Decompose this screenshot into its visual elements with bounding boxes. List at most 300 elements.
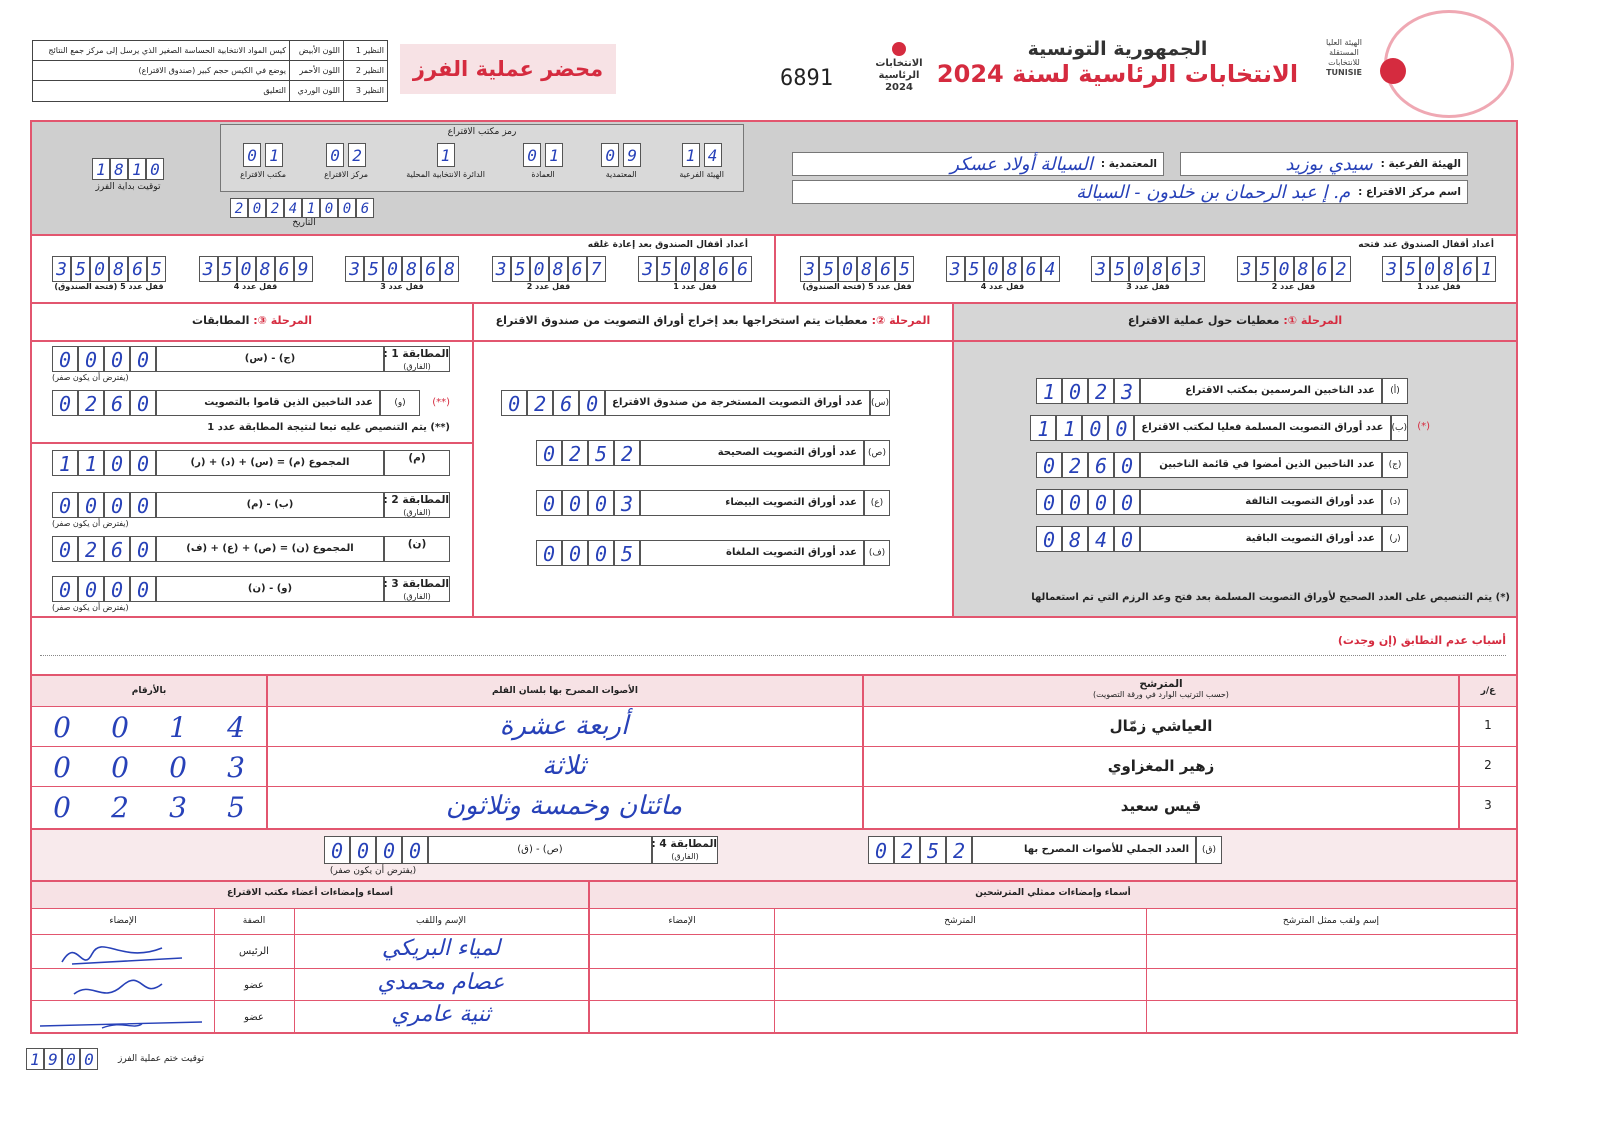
candidates-table [30, 674, 1518, 830]
digit-cell: 0 [1062, 489, 1088, 515]
stage3-value [52, 536, 156, 562]
election-title: الانتخابات الرئاسية لسنة 2024 [936, 60, 1299, 88]
code-field [601, 143, 641, 179]
doc-title: محضر عملية الفرز [412, 57, 604, 81]
digit-cell: 1 [92, 158, 110, 180]
code-field-digits [679, 143, 724, 167]
digit-cell: 0 [579, 390, 605, 416]
reps-h-candidate: المترشح [944, 916, 976, 926]
stage3-code-sub: (الفارق) [403, 362, 431, 371]
sub-authority-field [1180, 152, 1468, 176]
lock-field [800, 256, 914, 291]
digit-cell: 5 [1401, 256, 1420, 282]
copy-row [33, 41, 387, 61]
row-label: عدد أوراق التصويت البيضاء [640, 490, 864, 516]
digit-cell: 0 [104, 576, 130, 602]
voters-row [52, 390, 450, 416]
lock-field [1237, 256, 1351, 291]
row-value [1030, 415, 1134, 441]
stage3-value [52, 576, 156, 602]
digit-cell: 4 [1041, 256, 1060, 282]
digit-cell: 1 [169, 711, 187, 744]
stage3-code [384, 346, 450, 372]
candidate-num: 2 [1484, 758, 1492, 772]
digit-cell: 5 [657, 256, 676, 282]
stage3-code [384, 576, 450, 602]
code-field-label: الهيئة الفرعية [679, 170, 724, 179]
digit-cell: 0 [78, 346, 104, 372]
lock-field [946, 256, 1060, 291]
digit-cell: 0 [53, 791, 71, 824]
total-code: (ق) [1196, 836, 1222, 864]
code-field-digits [324, 143, 368, 167]
digit-cell: 3 [800, 256, 819, 282]
digit-cell: 4 [1088, 526, 1114, 552]
digit-cell: 2 [78, 536, 104, 562]
digit-cell: 0 [1114, 452, 1140, 478]
stage3-code-text: المطابقة 2 : [383, 494, 449, 506]
board-h-name: الإسم واللقب [416, 916, 466, 926]
stage3-value [52, 450, 156, 476]
digit-cell: 0 [104, 346, 130, 372]
digit-cell: 3 [492, 256, 511, 282]
board-h-role: الصفة [242, 916, 266, 926]
doc-title-box [400, 44, 616, 94]
digit-cell: 5 [364, 256, 383, 282]
digit-cell: 8 [109, 256, 128, 282]
digit-cell: 3 [946, 256, 965, 282]
lock-label: قفل عدد 5 (فتحة الصندوق) [54, 282, 164, 291]
digit-cell: 2 [348, 143, 366, 167]
lock-label: قفل عدد 1 [1417, 282, 1461, 291]
stage3-row [52, 576, 450, 612]
digit-cell: 8 [695, 256, 714, 282]
start-time-label: توقيت بداية الفرز [95, 182, 161, 192]
code-field [240, 143, 286, 179]
digit-cell: 7 [587, 256, 606, 282]
stage3-formula: المجموع (ن) = (ص) + (ع) + (ف) [156, 536, 384, 562]
digit-cell: 1 [682, 143, 700, 167]
stage2-phase: المرحلة ②: [871, 314, 931, 327]
signatures-table [30, 880, 1518, 1034]
digit-cell: 0 [130, 450, 156, 476]
digit-cell: 6 [104, 536, 130, 562]
digit-cell: 6 [1313, 256, 1332, 282]
lock-label: قفل عدد 4 [980, 282, 1025, 291]
stage3-code-text: (م) [408, 452, 426, 464]
stage1-note-text: (*) يتم التنصيص على العدد الصحيح لأوراق التصويت المسلمة بعد فتح وعد الرزم التي تم استعمالها [1031, 592, 1510, 603]
m4-note: (يفترض أن يكون صفر) [329, 866, 417, 876]
h-num: ع/ر [1480, 686, 1496, 696]
center-value: م. إ عبد الرحمان بن خلدون - السيالة [1076, 181, 1351, 203]
code-box [220, 124, 744, 192]
copy-number: النظير 3 [343, 81, 387, 101]
digit-cell: 5 [588, 440, 614, 466]
stage2-row [536, 490, 890, 516]
digit-cell: 5 [218, 256, 237, 282]
row-label: عدد الناخبين الذين أمضوا في قائمة الناخبين [1140, 452, 1382, 478]
digit-cell: 6 [876, 256, 895, 282]
digit-cell: 5 [1110, 256, 1129, 282]
digit-cell: 0 [53, 711, 71, 744]
isie-text: الهيئة العليا المستقلة للانتخابات [1325, 38, 1363, 67]
digit-cell: 0 [1114, 489, 1140, 515]
digit-cell: 0 [562, 490, 588, 516]
sub-authority-label: الهيئة الفرعية : [1380, 158, 1461, 170]
digit-cell: 0 [146, 158, 164, 180]
mismatch-row [40, 634, 1506, 656]
digit-cell: 8 [440, 256, 459, 282]
candidate-words: مائتان وخمسة وثلاثون [445, 791, 683, 821]
digit-cell: 3 [227, 751, 245, 784]
lock-number [199, 256, 313, 282]
digit-cell: 1 [1030, 415, 1056, 441]
flag-icon [892, 42, 906, 56]
stage1-row [1036, 415, 1430, 441]
digit-cell: 6 [714, 256, 733, 282]
digit-cell: 8 [857, 256, 876, 282]
digit-cell: 6 [128, 256, 147, 282]
digit-cell: 0 [243, 143, 261, 167]
board-member-name: لمياء البريكي [381, 936, 501, 961]
row-label: عدد أوراق التصويت التالفة [1140, 489, 1382, 515]
stage1-note [960, 592, 1510, 603]
row-label: عدد أوراق التصويت الملغاة [640, 540, 864, 566]
stage3-code-sub: (الفارق) [403, 508, 431, 517]
digit-cell: 2 [1062, 452, 1088, 478]
digit-cell: 0 [501, 390, 527, 416]
copy-number: النظير 1 [343, 41, 387, 60]
digit-cell: 1 [52, 450, 78, 476]
copy-color: اللون الأحمر [289, 61, 343, 80]
stage3-formula: (ج) - (س) [156, 346, 384, 372]
total-votes-row [868, 836, 1222, 864]
code-field-digits [406, 143, 485, 167]
open-locks [800, 256, 1496, 291]
stage3-formula: (ب) - (م) [156, 492, 384, 518]
code-field-label: العمادة [531, 170, 555, 179]
election-logo [866, 42, 932, 104]
digit-cell: 8 [1003, 256, 1022, 282]
stage3-code [384, 536, 450, 562]
stage1-rows [1036, 378, 1430, 563]
row-value [536, 540, 640, 566]
digit-cell: 0 [1082, 415, 1108, 441]
center-field [792, 180, 1468, 204]
digit-cell: 3 [1237, 256, 1256, 282]
copy-color: اللون الأبيض [289, 41, 343, 60]
end-time [26, 1048, 204, 1070]
digit-cell: 5 [227, 791, 245, 824]
lock-number [345, 256, 459, 282]
digit-cell: 3 [199, 256, 218, 282]
isie-logo [1316, 38, 1372, 77]
digit-cell: 0 [1108, 415, 1134, 441]
board-member-role: عضو [244, 1012, 264, 1023]
candidate-words: أربعة عشرة [499, 711, 629, 741]
stage3-row [52, 450, 450, 476]
digit-cell: 0 [838, 256, 857, 282]
digit-cell: 0 [326, 143, 344, 167]
row-code: (ج) [1382, 452, 1408, 478]
digit-cell: 2 [111, 791, 129, 824]
code-field-label: مركز الاقتراع [324, 170, 369, 179]
stage3-value [52, 346, 156, 372]
row-label: عدد أوراق التصويت المسلمة فعليا لمكتب الاقتراع [1134, 415, 1390, 441]
lock-number [1382, 256, 1496, 282]
row-value [1036, 526, 1140, 552]
signature-scribbles [32, 934, 214, 1032]
signature-member-2 [40, 1022, 202, 1028]
row-value [536, 490, 640, 516]
digit-cell: 3 [1186, 256, 1205, 282]
reclose-title: أعداد أقفال الصندوق بعد إعادة غلقه [587, 240, 748, 250]
stage3-code-text: (ن) [407, 538, 427, 550]
digit-cell: 2 [562, 440, 588, 466]
lock-number [52, 256, 166, 282]
digit-cell: 2 [527, 390, 553, 416]
digit-cell: 2 [230, 198, 248, 218]
stage3-code-sub: (الفارق) [403, 592, 431, 601]
row-value [1036, 489, 1140, 515]
voters-star: (**) [432, 397, 450, 408]
digit-cell: 5 [965, 256, 984, 282]
digit-cell: 0 [320, 198, 338, 218]
digit-cell: 6 [1088, 452, 1114, 478]
digit-cell: 2 [614, 440, 640, 466]
lock-label: قفل عدد 3 [380, 282, 424, 291]
sub-authority-value: سيدي بوزيد [1285, 153, 1373, 175]
digit-cell: 0 [402, 836, 428, 864]
digit-cell: 9 [44, 1048, 62, 1070]
lock-field [638, 256, 752, 291]
board-h-sign: الإمضاء [109, 916, 137, 926]
row-label: عدد أوراق التصويت الباقية [1140, 526, 1382, 552]
lock-number [1091, 256, 1205, 282]
digit-cell: 0 [1129, 256, 1148, 282]
lock-label: قفل عدد 2 [526, 282, 571, 291]
digit-cell: 0 [383, 256, 402, 282]
digit-cell: 1 [302, 198, 320, 218]
digit-cell: 4 [227, 711, 245, 744]
stage3-code-text: المطابقة 1 : [383, 348, 449, 360]
code-field-label: الدائرة الانتخابية المحلية [406, 170, 485, 179]
digit-cell: 0 [52, 390, 78, 416]
digit-cell: 6 [1458, 256, 1477, 282]
digit-cell: 1 [1036, 378, 1062, 404]
row-code: (ب) [1391, 415, 1409, 441]
code-field [679, 143, 724, 179]
stage1-header [954, 314, 1516, 327]
voters-code: (و) [380, 390, 420, 416]
digit-cell: 1 [545, 143, 563, 167]
lock-number [800, 256, 914, 282]
stage3-code [384, 450, 450, 476]
digit-cell: 0 [536, 440, 562, 466]
digit-cell: 5 [819, 256, 838, 282]
digit-cell: 1 [78, 450, 104, 476]
lock-number [638, 256, 752, 282]
digit-cell: 9 [623, 143, 641, 167]
digit-cell: 2 [78, 390, 104, 416]
copy-row [33, 81, 387, 101]
digit-cell: 6 [421, 256, 440, 282]
digit-cell: 8 [1439, 256, 1458, 282]
code-field [324, 143, 368, 179]
m4-label-box [652, 836, 718, 864]
digit-cell: 0 [1036, 526, 1062, 552]
stage2-title: معطيات يتم استخراجها بعد إخراج أوراق التصويت من صندوق الاقتراع [495, 314, 868, 327]
reclose-locks [52, 256, 752, 291]
digit-cell: 0 [237, 256, 256, 282]
digit-cell: 3 [638, 256, 657, 282]
digit-cell: 2 [894, 836, 920, 864]
row-value [536, 440, 640, 466]
digit-cell: 0 [52, 576, 78, 602]
digit-cell: 5 [920, 836, 946, 864]
stage3-header [32, 314, 472, 327]
code-field-label: المعتمدية [605, 170, 637, 179]
stage3-phase: المرحلة ③: [253, 314, 312, 327]
digit-cell: 3 [1091, 256, 1110, 282]
copy-use: كيس المواد الانتخابية الحساسة الصغير الذي يرسل إلى مركز جمع النتائج [48, 46, 286, 55]
digit-cell: 8 [256, 256, 275, 282]
copy-use: التعليق [263, 86, 286, 95]
mismatch-label: أسباب عدم التطابق (إن وجدت) [1337, 634, 1506, 647]
board-member-role: الرئيس [239, 946, 269, 957]
lock-label: قفل عدد 1 [673, 282, 717, 291]
row-code: (س) [870, 390, 890, 416]
row-code: (أ) [1382, 378, 1408, 404]
lock-field [199, 256, 313, 291]
digit-cell: 5 [895, 256, 914, 282]
digit-cell: 0 [676, 256, 695, 282]
digit-cell: 8 [110, 158, 128, 180]
board-member-name: ثنية عامري [391, 1002, 491, 1027]
stage2-rows [508, 390, 890, 590]
digit-cell: 0 [1114, 526, 1140, 552]
row-label: عدد أوراق التصويت الصحيحة [640, 440, 864, 466]
signature-member-1 [74, 980, 162, 994]
digit-cell: 0 [52, 492, 78, 518]
reps-h-name: إسم ولقب ممثل المترشح [1282, 916, 1380, 926]
stage1-title: معطيات حول عملية الاقتراع [1127, 314, 1280, 327]
digit-cell: 3 [614, 490, 640, 516]
digit-cell: 0 [130, 492, 156, 518]
stage2-row [508, 390, 890, 416]
code-field [523, 143, 563, 179]
start-time [78, 158, 178, 192]
delegation-value: السيالة أولاد عسكر [950, 153, 1093, 175]
candidate-digits [44, 711, 254, 744]
digit-cell: 0 [1088, 489, 1114, 515]
digit-cell: 0 [169, 751, 187, 784]
stage3-row [52, 492, 450, 528]
h-candidate-title: المترشح [1139, 678, 1183, 690]
row-label: عدد الناخبين المرسمين بمكتب الاقتراع [1140, 378, 1382, 404]
h-digits: بالأرقام [131, 686, 167, 696]
digit-cell: 0 [78, 492, 104, 518]
candidate-row [32, 707, 1516, 747]
m4-row [324, 836, 718, 864]
lock-label: قفل عدد 2 [1271, 282, 1316, 291]
code-field-digits [523, 143, 563, 167]
digit-cell: 2 [946, 836, 972, 864]
lock-label: قفل عدد 5 (فتحة الصندوق) [802, 282, 912, 291]
candidate-row [32, 787, 1516, 827]
digit-cell: 8 [402, 256, 421, 282]
lock-label: قفل عدد 4 [233, 282, 278, 291]
digit-cell: 0 [130, 390, 156, 416]
candidate-digits [44, 751, 254, 784]
digit-cell: 0 [588, 540, 614, 566]
row-code: (د) [1382, 489, 1408, 515]
m4-label: المطابقة 4 : [651, 838, 717, 850]
stage2-header [474, 314, 952, 327]
stage1-row [1036, 452, 1408, 478]
candidate-num: 3 [1484, 798, 1492, 812]
digit-cell: 1 [26, 1048, 44, 1070]
candidate-num: 1 [1484, 718, 1492, 732]
digit-cell: 0 [1036, 452, 1062, 478]
digit-cell: 0 [562, 540, 588, 566]
digit-cell: 3 [52, 256, 71, 282]
stage3-row [52, 346, 450, 382]
digit-cell: 0 [52, 536, 78, 562]
digit-cell: 5 [71, 256, 90, 282]
row-star: (*) [1417, 421, 1430, 432]
stage1-phase: المرحلة ①: [1283, 314, 1343, 327]
header-titles [935, 38, 1300, 88]
digit-cell: 5 [614, 540, 640, 566]
stage3-value [52, 492, 156, 518]
code-field [406, 143, 485, 179]
code-field-digits [601, 143, 641, 167]
digit-cell: 1 [1056, 415, 1082, 441]
code-label: رمز مكتب الاقتراع [447, 127, 517, 137]
digit-cell: 0 [536, 490, 562, 516]
reps-h-sign: الإمضاء [668, 916, 696, 926]
copy-use: يوضع في الكيس حجم كبير (صندوق الاقتراع) [138, 66, 286, 75]
digit-cell: 8 [1148, 256, 1167, 282]
m4-sub: (الفارق) [671, 852, 699, 861]
digit-cell: 0 [376, 836, 402, 864]
copy-row [33, 61, 387, 81]
lock-number [1237, 256, 1351, 282]
m4-digits [324, 836, 428, 864]
zero-note: (يفترض أن يكون صفر) [52, 603, 129, 612]
reps-title: أسماء وإمضاءات ممثلي المترشحين [975, 888, 1131, 898]
election-logo-text: الانتخابات الرئاسية 2024 [875, 58, 923, 93]
digit-cell: 4 [704, 143, 722, 167]
digit-cell: 1 [1477, 256, 1496, 282]
stage3-title: المطابقات [192, 314, 250, 327]
digit-cell: 0 [80, 1048, 98, 1070]
stage3-code-text: المطابقة 3 : [383, 578, 449, 590]
total-digits [868, 836, 972, 864]
digit-cell: 6 [1022, 256, 1041, 282]
digit-cell: 0 [588, 490, 614, 516]
digit-cell: 6 [275, 256, 294, 282]
digit-cell: 3 [345, 256, 364, 282]
digit-cell: 2 [1088, 378, 1114, 404]
copy-number: النظير 2 [343, 61, 387, 80]
stage2-row [536, 440, 890, 466]
digit-cell: 3 [169, 791, 187, 824]
stage1-row [1036, 489, 1408, 515]
code-field-digits [240, 143, 286, 167]
voters-value [52, 390, 156, 416]
